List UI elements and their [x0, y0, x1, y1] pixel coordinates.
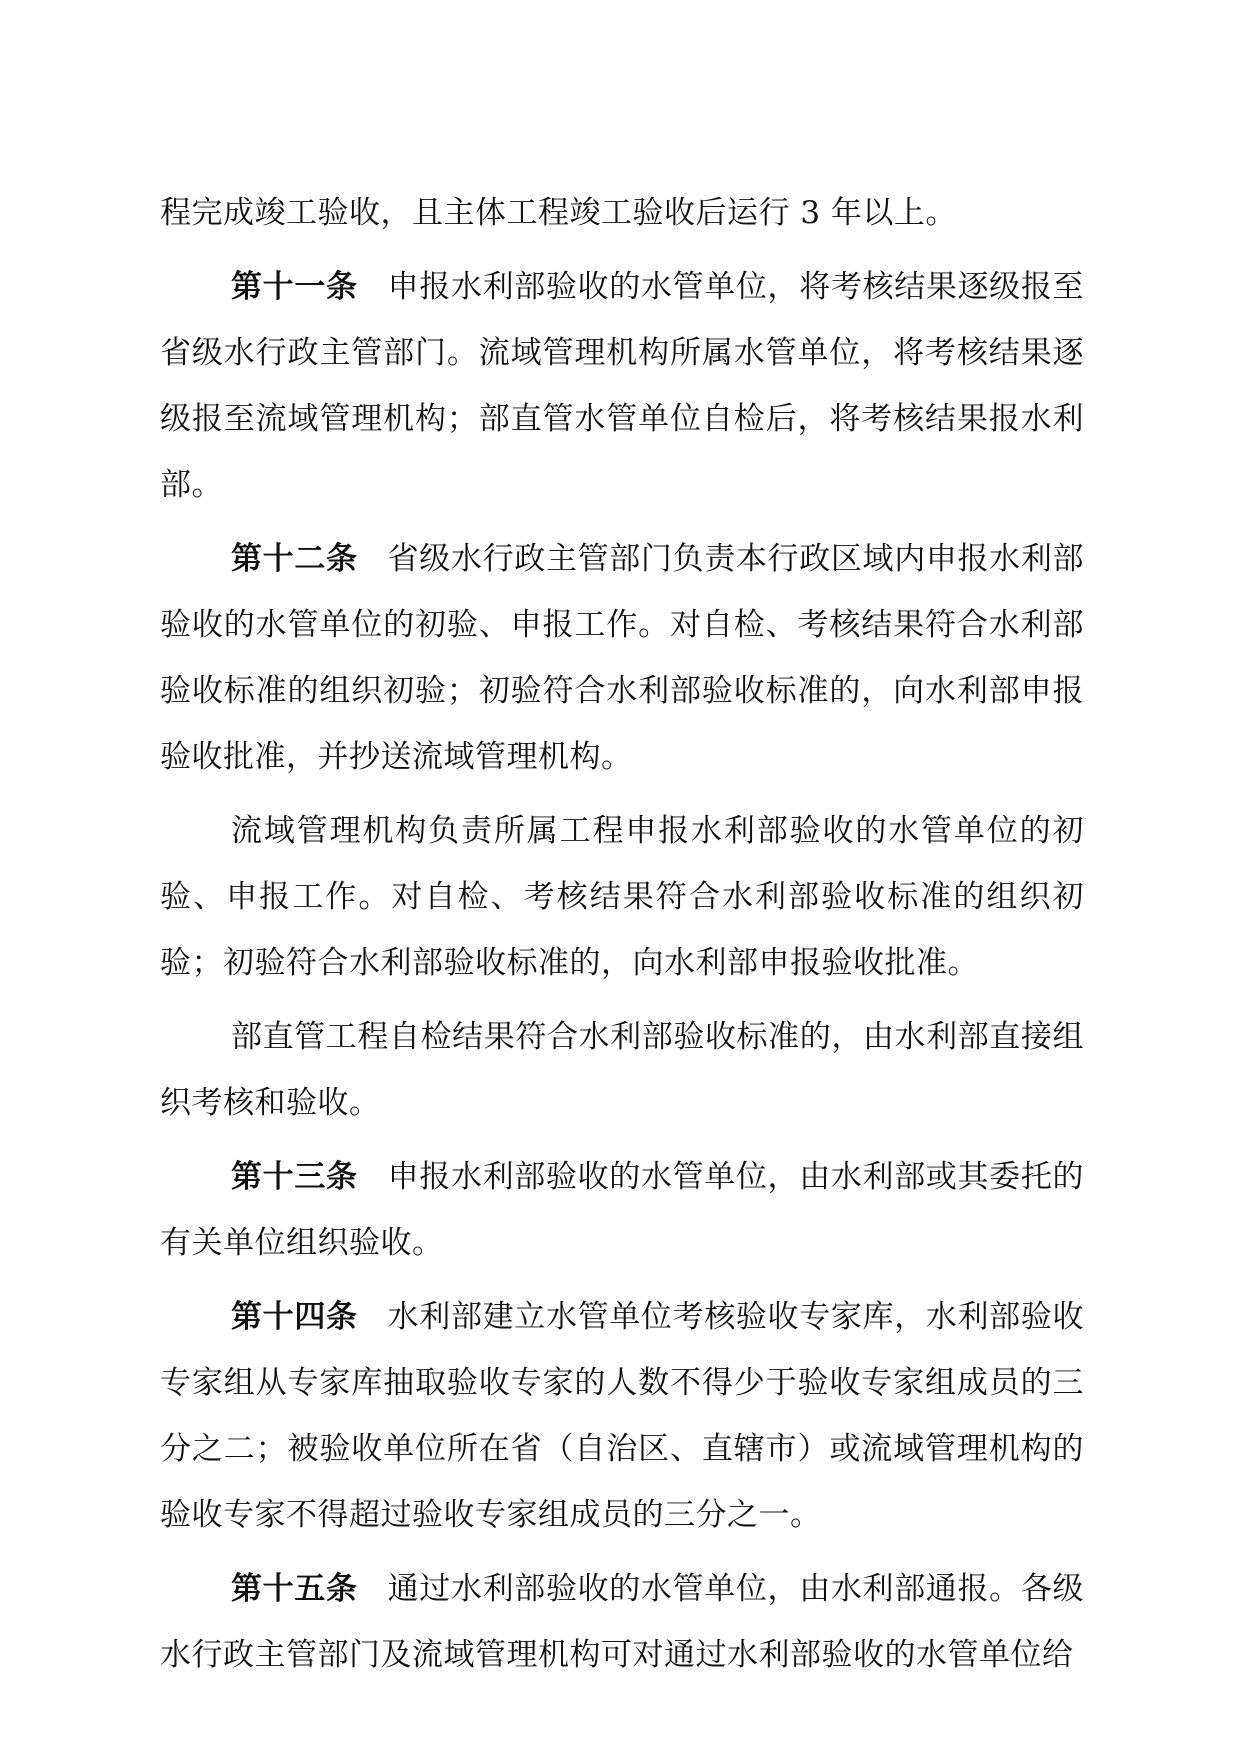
paragraph-text: 申报水利部验收的水管单位，将考核结果逐级报至省级水行政主管部门。流域管理机构所属水管单位，将考核结果逐级报至流域管理机构；部直管水管单位自检后，将考核结果报水利部。: [160, 269, 1084, 503]
article-12-paragraph-2: [160, 798, 1084, 996]
paragraph-text: 水利部建立水管单位考核验收专家库，水利部验收专家组从专家库抽取验收专家的人数不得少于验收专家组成员的三分之二；被验收单位所在省（自治区、直辖市）或流域管理机构的验收专家不得超过验收专家组成员的三分之一。: [160, 1299, 1084, 1533]
paragraph-text: 通过水利部验收的水管单位，由水利部通报。各级水行政主管部门及流域管理机构可对通过水利部验收的水管单位给: [160, 1571, 1084, 1673]
article-number: 第十三条: [231, 1159, 358, 1195]
article-12-paragraph-3: [160, 1004, 1084, 1136]
paragraph-continuation: [160, 180, 1084, 246]
paragraph-text: 申报水利部验收的水管单位，由水利部或其委托的有关单位组织验收。: [160, 1159, 1084, 1261]
article-number: 第十五条: [231, 1571, 358, 1607]
paragraph-text: 部直管工程自检结果符合水利部验收标准的，由水利部直接组织考核和验收。: [160, 1019, 1084, 1121]
article-15: [160, 1556, 1084, 1688]
paragraph-text: 省级水行政主管部门负责本行政区域内申报水利部验收的水管单位的初验、申报工作。对自检、考核结果符合水利部验收标准的组织初验；初验符合水利部验收标准的，向水利部申报验收批准，并抄送流域管理机构。: [160, 541, 1084, 775]
article-12: [160, 526, 1084, 790]
paragraph-text: 流域管理机构负责所属工程申报水利部验收的水管单位的初验、申报工作。对自检、考核结果符合水利部验收标准的组织初验；初验符合水利部验收标准的，向水利部申报验收批准。: [160, 813, 1084, 981]
article-11: [160, 254, 1084, 518]
article-13: [160, 1144, 1084, 1276]
article-number: 第十二条: [231, 541, 358, 577]
document-body: [160, 180, 1084, 1688]
paragraph-text: 程完成竣工验收，且主体工程竣工验收后运行 3 年以上。: [160, 195, 957, 231]
article-14: [160, 1284, 1084, 1548]
article-number: 第十一条: [231, 269, 358, 305]
article-number: 第十四条: [231, 1299, 358, 1335]
